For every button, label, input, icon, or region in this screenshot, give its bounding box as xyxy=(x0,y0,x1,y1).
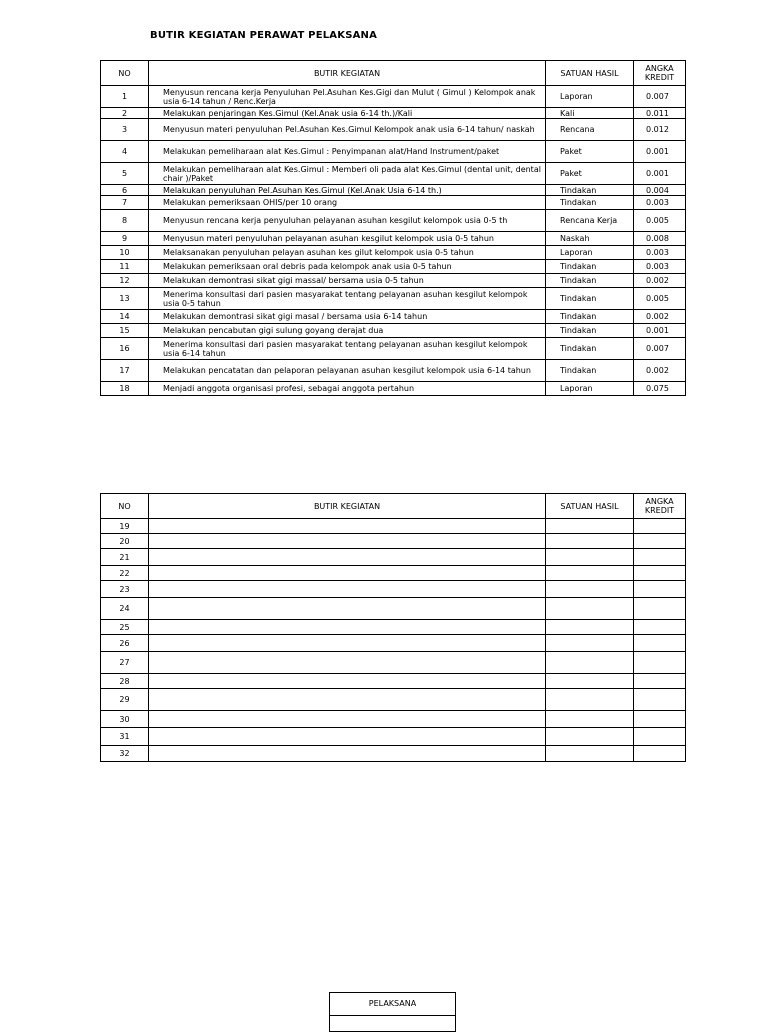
row-kredit: 0.001 xyxy=(634,163,686,185)
pelaksana-signature-box xyxy=(329,992,456,1032)
row-kredit: 0.005 xyxy=(634,288,686,310)
row-no: 20 xyxy=(101,534,149,549)
row-kegiatan xyxy=(149,728,546,746)
row-kegiatan xyxy=(149,652,546,674)
row-kredit xyxy=(634,652,686,674)
row-kegiatan xyxy=(149,598,546,620)
row-kegiatan: Melakukan penjaringan Kes.Gimul (Kel.Anak usia 6-14 th.)/Kali xyxy=(149,108,546,119)
row-no: 2 xyxy=(101,108,149,119)
row-kegiatan xyxy=(149,689,546,711)
row-no: 19 xyxy=(101,519,149,534)
row-satuan xyxy=(546,549,634,566)
row-kredit: 0.001 xyxy=(634,324,686,338)
table-row xyxy=(101,382,686,396)
table-row xyxy=(101,274,686,288)
table-header-row xyxy=(101,61,686,86)
row-no: 15 xyxy=(101,324,149,338)
row-no: 8 xyxy=(101,210,149,232)
header-kegiatan: BUTIR KEGIATAN xyxy=(149,61,546,86)
row-kredit xyxy=(634,598,686,620)
row-satuan: Tindakan xyxy=(546,274,634,288)
header-satuan: SATUAN HASIL xyxy=(546,494,634,519)
row-no: 9 xyxy=(101,232,149,246)
row-kegiatan: Menyusun materi penyuluhan pelayanan asuhan kesgilut kelompok usia 0-5 tahun xyxy=(149,232,546,246)
row-kegiatan xyxy=(149,581,546,598)
table-row xyxy=(101,549,686,566)
row-satuan: Tindakan xyxy=(546,196,634,210)
table-row xyxy=(101,338,686,360)
row-kegiatan: Melakukan pemeriksaan OHIS/per 10 orang xyxy=(149,196,546,210)
row-no: 13 xyxy=(101,288,149,310)
row-kegiatan: Melakukan pemeliharaan alat Kes.Gimul : Memberi oli pada alat Kes.Gimul (dental unit, dental chair )/Paket xyxy=(149,163,546,185)
row-kegiatan: Melakukan penyuluhan Pel.Asuhan Kes.Gimul (Kel.Anak Usia 6-14 th.) xyxy=(149,185,546,196)
row-satuan xyxy=(546,728,634,746)
row-satuan xyxy=(546,534,634,549)
kegiatan-table-1 xyxy=(100,60,686,396)
row-kegiatan: Melakukan pencabutan gigi sulung goyang derajat dua xyxy=(149,324,546,338)
row-satuan: Kali xyxy=(546,108,634,119)
row-kredit: 0.002 xyxy=(634,310,686,324)
row-no: 28 xyxy=(101,674,149,689)
row-satuan: Tindakan xyxy=(546,310,634,324)
table-row xyxy=(101,108,686,119)
row-kredit: 0.004 xyxy=(634,185,686,196)
row-no: 23 xyxy=(101,581,149,598)
row-kredit: 0.003 xyxy=(634,246,686,260)
table-row xyxy=(101,232,686,246)
table-row xyxy=(101,86,686,108)
row-kegiatan xyxy=(149,534,546,549)
row-satuan: Rencana Kerja xyxy=(546,210,634,232)
table-row xyxy=(101,519,686,534)
row-satuan xyxy=(546,620,634,635)
row-kegiatan xyxy=(149,746,546,762)
header-kredit-line-2: KREDIT xyxy=(644,506,675,515)
table-row xyxy=(101,728,686,746)
row-satuan: Tindakan xyxy=(546,260,634,274)
row-no: 10 xyxy=(101,246,149,260)
row-satuan: Paket xyxy=(546,141,634,163)
table-row xyxy=(101,185,686,196)
table-row xyxy=(101,163,686,185)
row-satuan: Tindakan xyxy=(546,360,634,382)
row-satuan: Tindakan xyxy=(546,288,634,310)
row-kredit: 0.002 xyxy=(634,360,686,382)
table-row xyxy=(101,360,686,382)
row-no: 16 xyxy=(101,338,149,360)
row-kredit: 0.011 xyxy=(634,108,686,119)
row-kegiatan xyxy=(149,566,546,581)
row-no: 29 xyxy=(101,689,149,711)
row-kredit: 0.002 xyxy=(634,274,686,288)
row-satuan: Laporan xyxy=(546,86,634,108)
row-kredit: 0.005 xyxy=(634,210,686,232)
row-kegiatan xyxy=(149,711,546,728)
row-no: 17 xyxy=(101,360,149,382)
row-no: 22 xyxy=(101,566,149,581)
row-no: 12 xyxy=(101,274,149,288)
row-kegiatan xyxy=(149,549,546,566)
row-kegiatan: Menyusun rencana kerja penyuluhan pelayanan asuhan kesgilut kelompok usia 0-5 th xyxy=(149,210,546,232)
row-kegiatan xyxy=(149,620,546,635)
row-kredit xyxy=(634,728,686,746)
row-satuan xyxy=(546,652,634,674)
table-row xyxy=(101,141,686,163)
row-satuan: Tindakan xyxy=(546,185,634,196)
header-kredit xyxy=(634,61,686,86)
row-satuan xyxy=(546,711,634,728)
row-kegiatan: Melakukan pemeriksaan oral debris pada kelompok anak usia 0-5 tahun xyxy=(149,260,546,274)
header-satuan: SATUAN HASIL xyxy=(546,61,634,86)
row-kredit xyxy=(634,635,686,652)
row-kredit xyxy=(634,620,686,635)
row-kredit xyxy=(634,549,686,566)
row-no: 31 xyxy=(101,728,149,746)
row-no: 18 xyxy=(101,382,149,396)
row-no: 26 xyxy=(101,635,149,652)
row-kegiatan xyxy=(149,519,546,534)
table-row xyxy=(101,288,686,310)
row-no: 6 xyxy=(101,185,149,196)
header-kegiatan: BUTIR KEGIATAN xyxy=(149,494,546,519)
header-kredit-line-1: ANGKA xyxy=(645,497,674,506)
header-no: NO xyxy=(101,61,149,86)
row-satuan xyxy=(546,746,634,762)
row-kredit: 0.007 xyxy=(634,338,686,360)
row-kredit xyxy=(634,534,686,549)
row-kredit xyxy=(634,711,686,728)
row-kegiatan: Melakukan pemeliharaan alat Kes.Gimul : Penyimpanan alat/Hand Instrument/paket xyxy=(149,141,546,163)
row-kredit: 0.012 xyxy=(634,119,686,141)
row-kredit: 0.008 xyxy=(634,232,686,246)
table-row xyxy=(101,652,686,674)
row-kegiatan: Menerima konsultasi dari pasien masyarakat tentang pelayanan asuhan kesgilut kelompok usia 6-14 tahun xyxy=(149,338,546,360)
row-kredit: 0.001 xyxy=(634,141,686,163)
row-satuan: Paket xyxy=(546,163,634,185)
row-kegiatan: Menerima konsultasi dari pasien masyarakat tentang pelayanan asuhan kesgilut kelompok usia 0-5 tahun xyxy=(149,288,546,310)
row-kredit: 0.007 xyxy=(634,86,686,108)
row-kredit xyxy=(634,519,686,534)
header-kredit-line-2: KREDIT xyxy=(644,73,675,82)
row-kredit xyxy=(634,746,686,762)
row-satuan xyxy=(546,581,634,598)
row-kegiatan xyxy=(149,635,546,652)
row-no: 4 xyxy=(101,141,149,163)
pelaksana-label: PELAKSANA xyxy=(330,993,455,1016)
row-satuan xyxy=(546,519,634,534)
table-row xyxy=(101,620,686,635)
row-no: 32 xyxy=(101,746,149,762)
row-no: 27 xyxy=(101,652,149,674)
header-kredit-line-1: ANGKA xyxy=(645,64,674,73)
row-no: 7 xyxy=(101,196,149,210)
row-kegiatan: Menyusun materi penyuluhan Pel.Asuhan Kes.Gimul Kelompok anak usia 6-14 tahun/ naskah xyxy=(149,119,546,141)
table-row xyxy=(101,746,686,762)
table-row xyxy=(101,210,686,232)
row-kredit: 0.075 xyxy=(634,382,686,396)
row-no: 3 xyxy=(101,119,149,141)
row-kegiatan: Menjadi anggota organisasi profesi, sebagai anggota pertahun xyxy=(149,382,546,396)
row-satuan xyxy=(546,598,634,620)
table-row xyxy=(101,534,686,549)
table-row xyxy=(101,324,686,338)
row-kegiatan xyxy=(149,674,546,689)
row-kegiatan: Melakukan demontrasi sikat gigi massal/ bersama usia 0-5 tahun xyxy=(149,274,546,288)
row-no: 14 xyxy=(101,310,149,324)
row-satuan: Tindakan xyxy=(546,338,634,360)
row-kegiatan: Melaksanakan penyuluhan pelayan asuhan kes gilut kelompok usia 0-5 tahun xyxy=(149,246,546,260)
row-kredit xyxy=(634,566,686,581)
table-header-row xyxy=(101,494,686,519)
row-kredit xyxy=(634,689,686,711)
row-kredit: 0.003 xyxy=(634,196,686,210)
table-row xyxy=(101,581,686,598)
row-kredit: 0.003 xyxy=(634,260,686,274)
row-satuan: Rencana xyxy=(546,119,634,141)
row-no: 11 xyxy=(101,260,149,274)
page-title: BUTIR KEGIATAN PERAWAT PELAKSANA xyxy=(150,30,378,41)
row-satuan: Laporan xyxy=(546,382,634,396)
row-no: 24 xyxy=(101,598,149,620)
row-kegiatan: Melakukan demontrasi sikat gigi masal / bersama usia 6-14 tahun xyxy=(149,310,546,324)
row-no: 1 xyxy=(101,86,149,108)
row-satuan xyxy=(546,566,634,581)
table-row xyxy=(101,674,686,689)
row-satuan xyxy=(546,674,634,689)
table-row xyxy=(101,711,686,728)
table-row xyxy=(101,196,686,210)
header-no: NO xyxy=(101,494,149,519)
row-satuan: Laporan xyxy=(546,246,634,260)
table-row xyxy=(101,689,686,711)
row-satuan: Naskah xyxy=(546,232,634,246)
table-row xyxy=(101,635,686,652)
row-kegiatan: Menyusun rencana kerja Penyuluhan Pel.Asuhan Kes.Gigi dan Mulut ( Gimul ) Kelompok anak usia 6-14 tahun / Renc.Kerja xyxy=(149,86,546,108)
table-row xyxy=(101,598,686,620)
row-satuan xyxy=(546,689,634,711)
row-no: 30 xyxy=(101,711,149,728)
table-row xyxy=(101,260,686,274)
table-row xyxy=(101,310,686,324)
row-kredit xyxy=(634,674,686,689)
row-no: 25 xyxy=(101,620,149,635)
row-satuan: Tindakan xyxy=(546,324,634,338)
kegiatan-table-2 xyxy=(100,493,686,762)
row-no: 5 xyxy=(101,163,149,185)
row-kegiatan: Melakukan pencatatan dan pelaporan pelayanan asuhan kesgilut kelompok usia 6-14 tahun xyxy=(149,360,546,382)
table-row xyxy=(101,566,686,581)
row-satuan xyxy=(546,635,634,652)
table-row xyxy=(101,119,686,141)
row-no: 21 xyxy=(101,549,149,566)
row-kredit xyxy=(634,581,686,598)
header-kredit xyxy=(634,494,686,519)
table-row xyxy=(101,246,686,260)
